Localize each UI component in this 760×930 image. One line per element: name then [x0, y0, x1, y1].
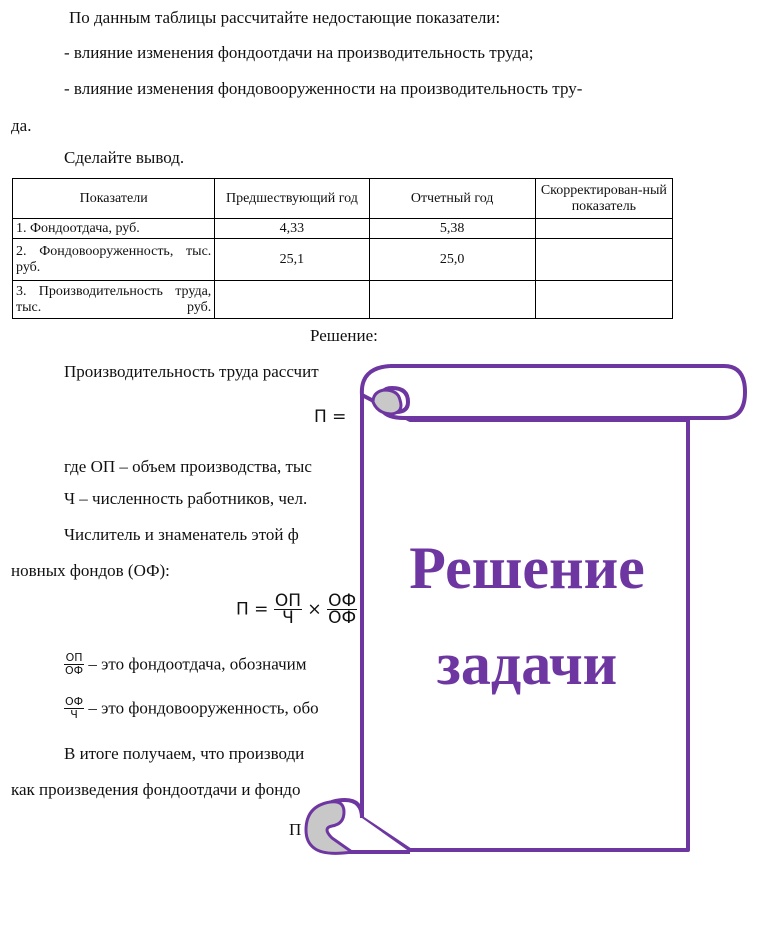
table-header: Скорректирован-ный показатель — [535, 179, 672, 219]
table-cell: 5,38 — [369, 219, 535, 239]
table-cell: 4,33 — [215, 219, 369, 239]
scroll-title-line-1: Решение — [409, 535, 645, 601]
fraction-op-of: $\frac{ОП}{ОФ}$ — [65, 651, 84, 677]
formula-3: П — [289, 820, 302, 839]
task-item-2-cont: да. — [11, 116, 32, 135]
times-sign: × — [307, 599, 322, 620]
formula-1: П = — [314, 407, 347, 427]
formula-2-lhs: П = — [236, 599, 269, 620]
scroll-title-line-2: задачи — [436, 631, 618, 697]
fraction-of-ch: $\frac{ОФ}{Ч}$ — [65, 695, 84, 721]
solution-line-op: где ОП – объем производства, тыс — [64, 457, 312, 476]
solution-line-num: Числитель и знаменатель этой ф — [64, 525, 299, 544]
definition-fondovooruzhennost: $\frac{ОФ}{Ч}$ – это фондовооруженность, обо — [65, 695, 319, 721]
table-header: Показатели — [13, 179, 215, 219]
table-header: Предшествующий год — [215, 179, 369, 219]
task-conclusion: Сделайте вывод. — [64, 148, 185, 167]
solution-line-ch: Ч – численность работников, чел. — [64, 489, 308, 508]
solution-result-1: В итоге получаем, что производи — [64, 744, 305, 763]
solution-heading: Решение: — [310, 326, 378, 345]
table-cell: 3. Производительность труда, тыс. руб. — [13, 281, 215, 319]
solution-result-2: как произведения фондоотдачи и фондо — [11, 780, 301, 799]
table-cell: 2. Фондовооруженность, тыс. руб. — [13, 239, 215, 281]
scroll-title — [362, 520, 692, 712]
solution-line-of: новных фондов (ОФ): — [11, 561, 170, 580]
task-item-2: - влияние изменения фондовооруженности на производительность тру- — [64, 79, 583, 98]
fraction-of-of: $\frac{ОФ}{ОФ}$ — [328, 591, 357, 628]
scroll-curl-top — [373, 390, 401, 414]
scroll-top-roll — [380, 366, 745, 418]
table-cell: 1. Фондоотдача, руб. — [13, 219, 215, 239]
table-header: Отчетный год — [369, 179, 535, 219]
solution-line-1: Производительность труда рассчит — [64, 362, 319, 381]
definition-fondootdacha: $\frac{ОП}{ОФ}$ – это фондоотдача, обозначим — [65, 651, 307, 677]
table-cell: 25,0 — [369, 239, 535, 281]
table-cell: 25,1 — [215, 239, 369, 281]
task-intro: По данным таблицы рассчитайте недостающие показатели: — [69, 8, 501, 27]
fraction-op-ch: $\frac{ОП}{Ч}$ — [274, 591, 302, 628]
task-item-1: - влияние изменения фондоотдачи на производительность труда; — [64, 43, 534, 62]
